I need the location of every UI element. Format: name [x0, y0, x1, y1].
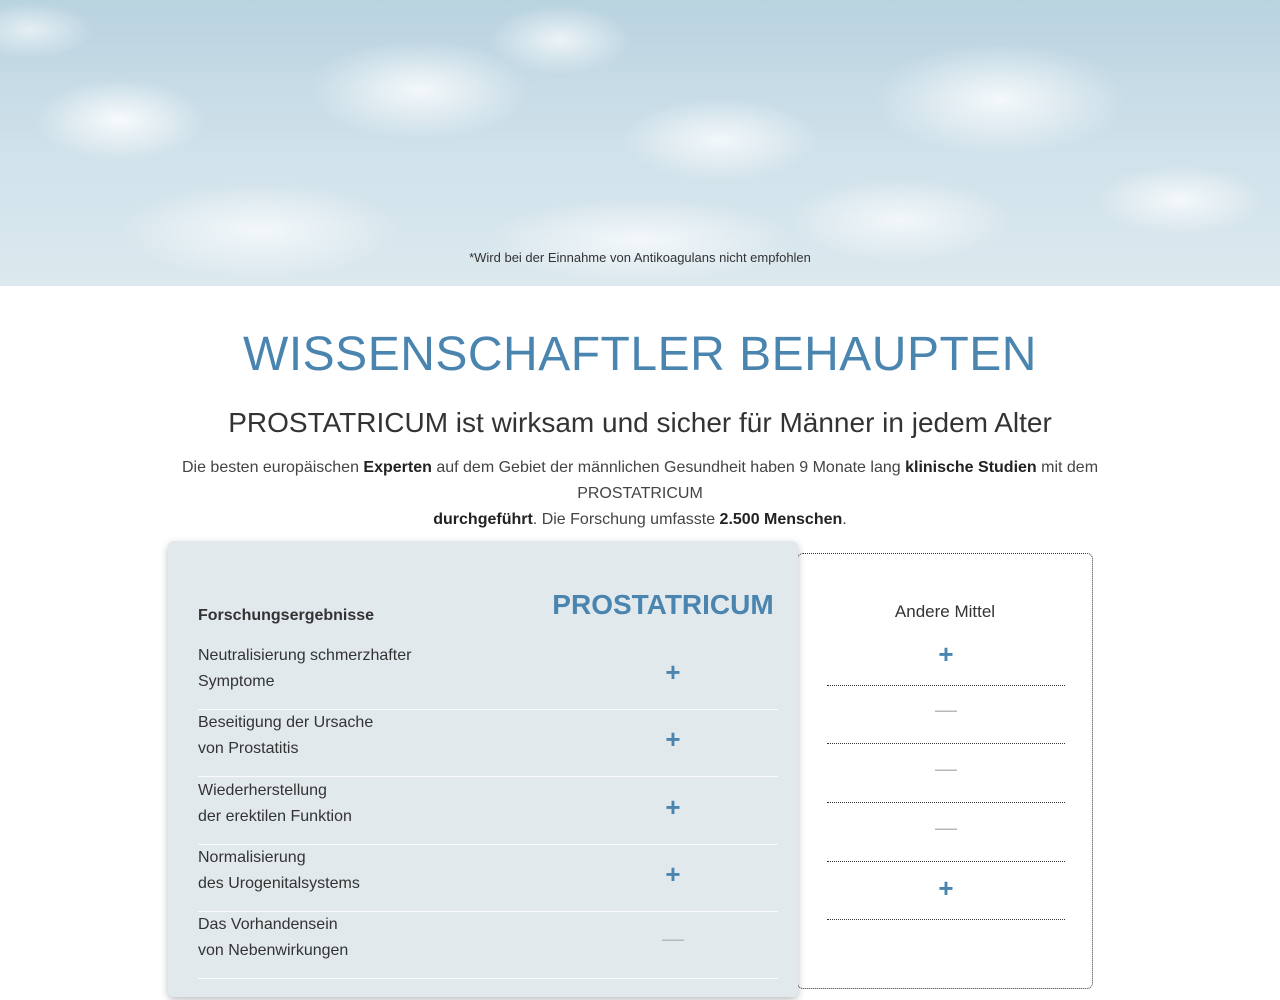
intro-text: auf dem Gebiet der männlichen Gesundheit haben 9 Monate lang [431, 459, 906, 476]
intro-bold-people: 2.500 Menschen [719, 511, 843, 528]
row-label-line: Neutralisierung schmerzhafter [198, 647, 412, 664]
minus-icon: — [662, 926, 684, 951]
table-row [198, 643, 778, 710]
minus-icon: — [935, 815, 957, 840]
row-label [198, 710, 498, 762]
row-label-line: Normalisierung [198, 849, 306, 866]
row-label-line: der erektilen Funktion [198, 808, 352, 825]
row-label-line: des Urogenitalsystems [198, 875, 360, 892]
table-row [827, 744, 1065, 803]
plus-icon: + [665, 859, 681, 889]
row-label [198, 845, 498, 897]
row-label-line: von Prostatitis [198, 740, 299, 757]
table-row [827, 685, 1065, 744]
table-row [198, 778, 778, 845]
intro-bold-conducted: durchgeführt [433, 511, 533, 528]
results-card-other [797, 553, 1093, 989]
results-card-prostatricum [168, 541, 798, 997]
page-title: WISSENSCHAFTLER BEHAUPTEN [243, 328, 1037, 381]
row-label-line: Beseitigung der Ursache [198, 714, 374, 731]
row-label [198, 778, 498, 830]
table-row [198, 710, 778, 777]
table-row [198, 845, 778, 912]
other-column-header: Andere Mittel [894, 602, 996, 621]
intro-bold-studies: klinische Studien [905, 459, 1037, 476]
intro-text: Die besten europäischen [181, 459, 364, 476]
plus-icon: + [938, 639, 954, 669]
results-header-label: Forschungsergebnisse [198, 607, 375, 624]
table-row [827, 627, 1065, 686]
intro-bold-experts: Experten [363, 459, 432, 476]
page-subtitle: PROSTATRICUM ist wirksam und sicher für Männer in jedem Alter [228, 407, 1052, 438]
plus-icon: + [938, 873, 954, 903]
brand-column-header: PROSTATRICUM [552, 589, 774, 620]
row-label-line: von Nebenwirkungen [198, 942, 349, 959]
intro-text: . [842, 511, 847, 528]
hero-banner [0, 0, 1280, 286]
table-row [827, 803, 1065, 862]
minus-icon: — [935, 756, 957, 781]
row-label-line: Symptome [198, 673, 275, 690]
table-row [198, 912, 778, 979]
hero-disclaimer: *Wird bei der Einnahme von Antikoagulans nicht empfohlen [469, 250, 811, 265]
row-label [198, 643, 498, 695]
row-label [198, 912, 498, 964]
plus-icon: + [665, 724, 681, 754]
intro-paragraph [130, 455, 1150, 533]
plus-icon: + [665, 792, 681, 822]
minus-icon: — [935, 697, 957, 722]
table-row [827, 861, 1065, 920]
intro-text: mit dem PROSTATRICUM [577, 459, 1099, 502]
row-label-line: Wiederherstellung [198, 782, 327, 799]
plus-icon: + [665, 657, 681, 687]
intro-text: . Die Forschung umfasste [532, 511, 720, 528]
row-label-line: Das Vorhandensein [198, 916, 338, 933]
